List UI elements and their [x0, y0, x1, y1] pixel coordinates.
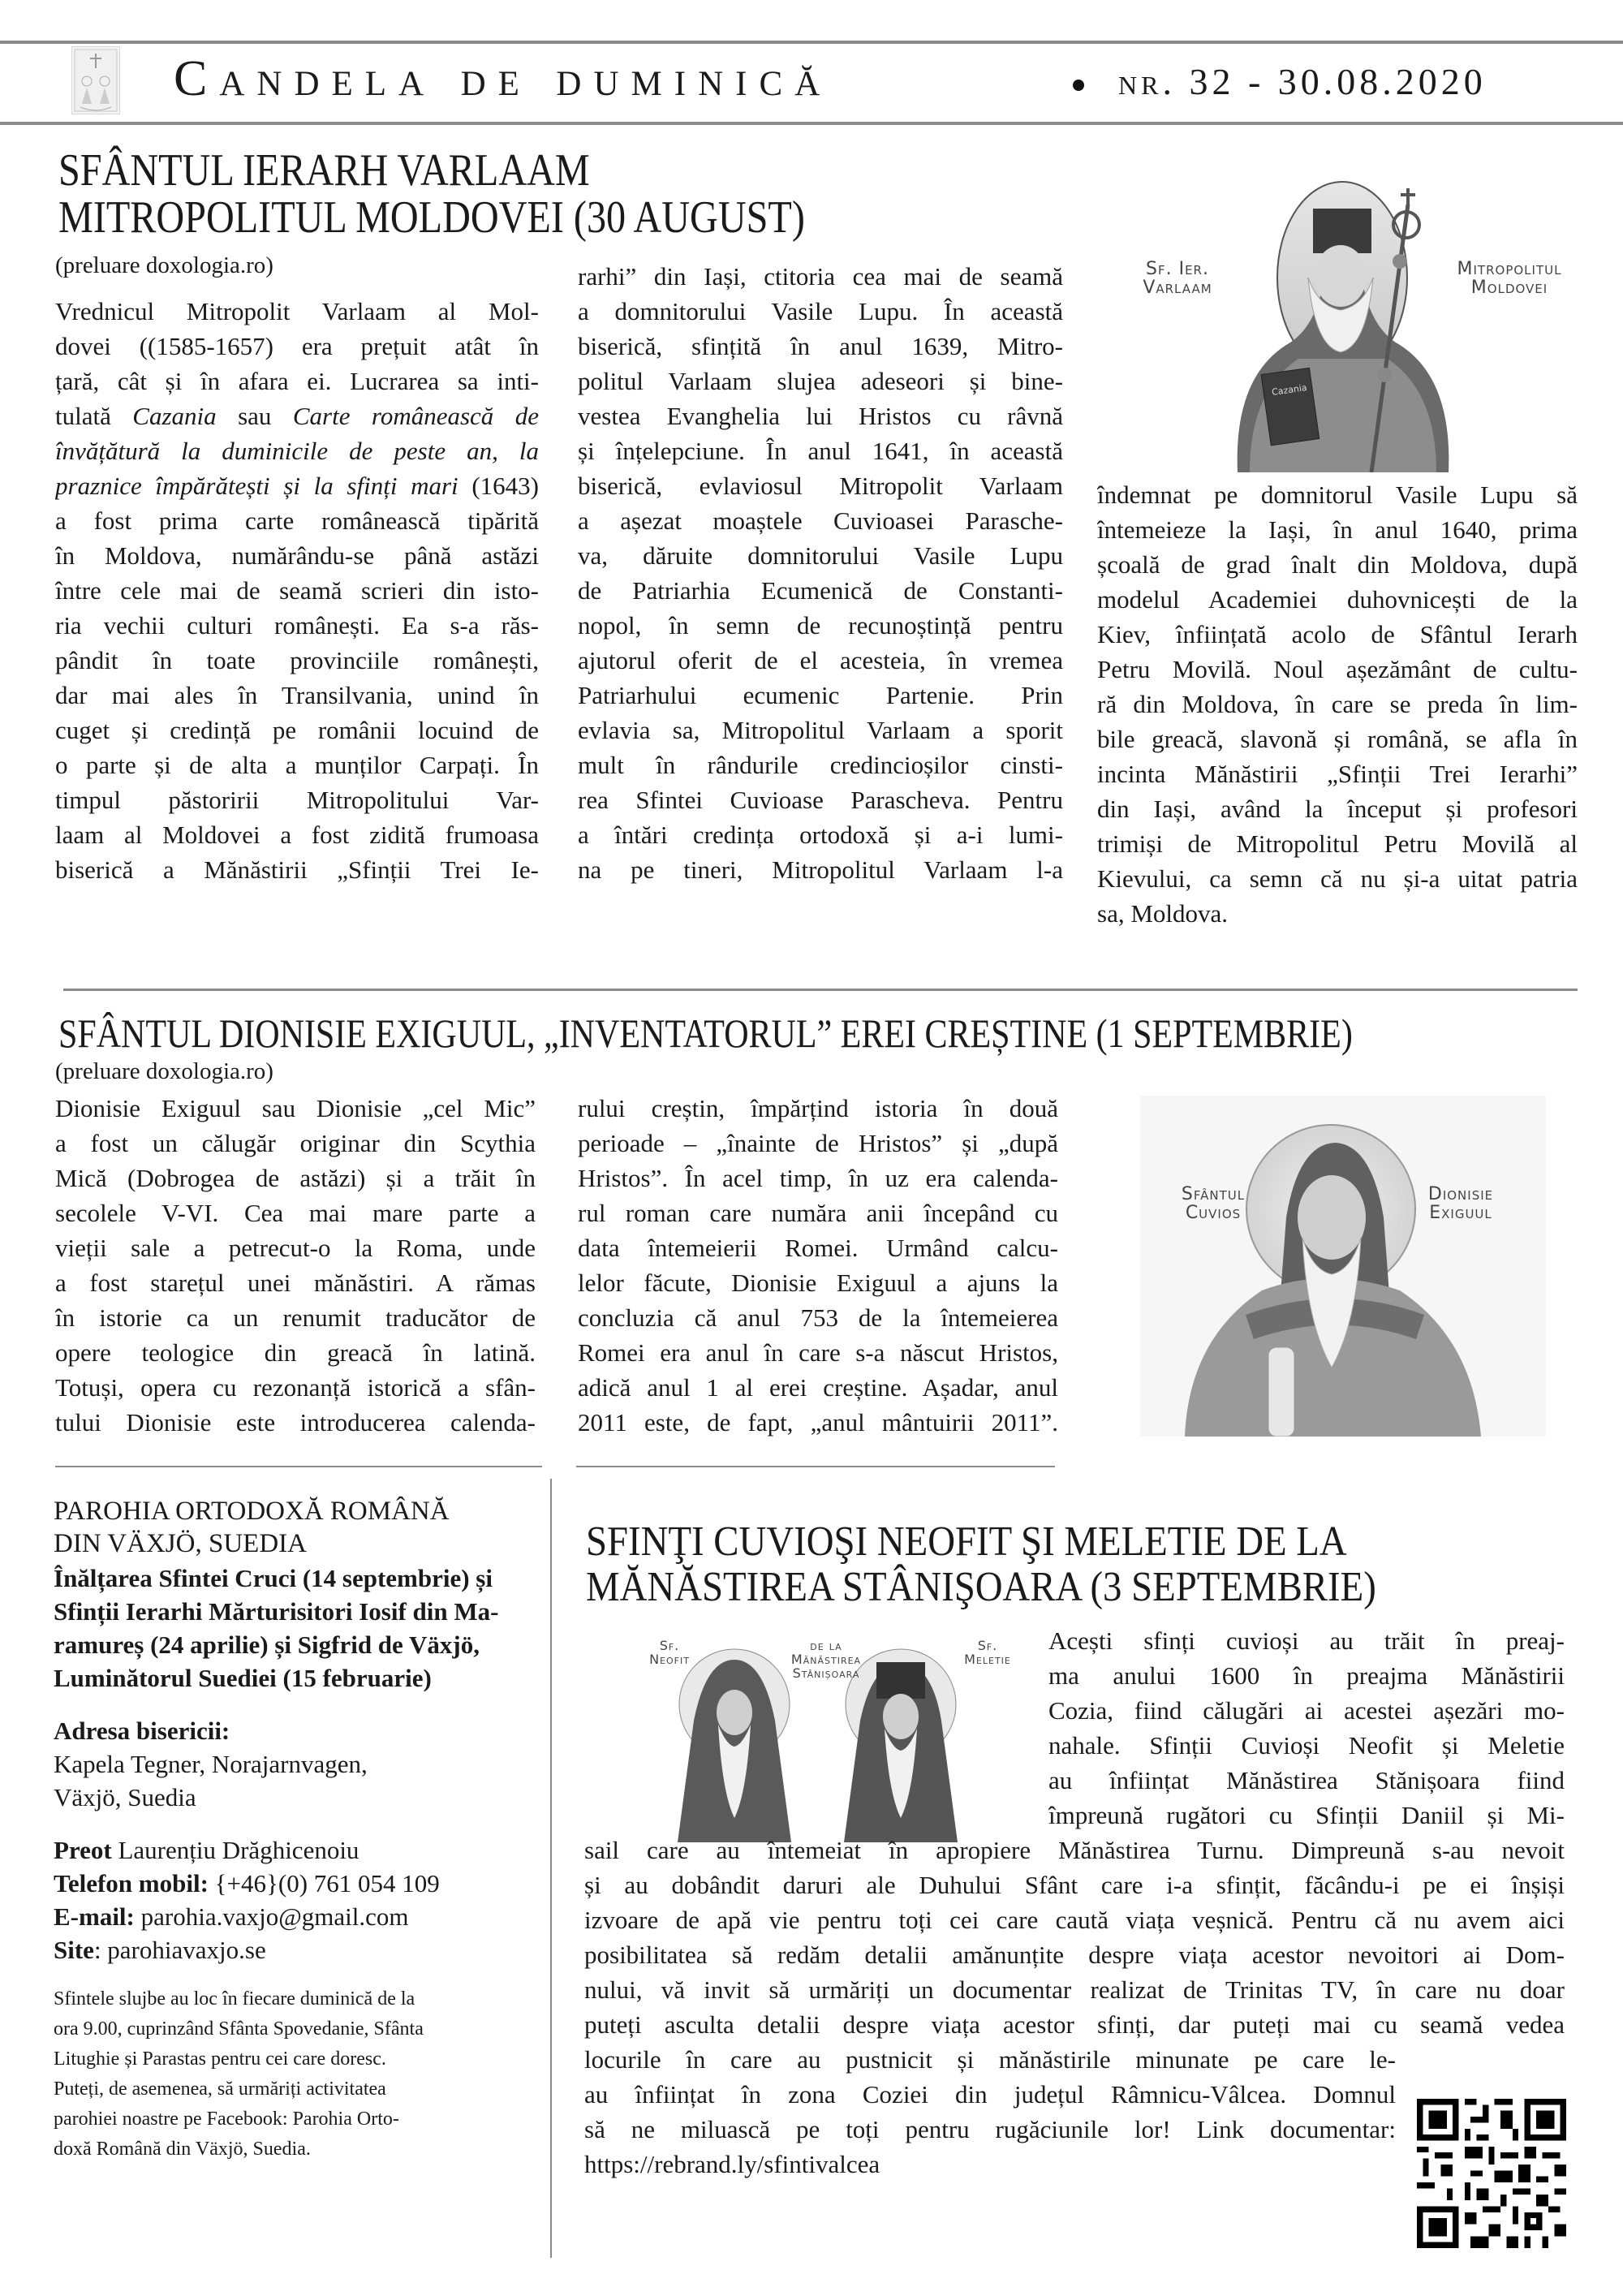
text-line: au înființat în zona Coziei din județul Râmnicu-Vâlcea. Domnul	[584, 2080, 1396, 2109]
text-line: Kiev, înființată acolo de Sfântul Ierarh	[1097, 620, 1578, 648]
text-line: nului, vă invit să urmăriți un documentar realizat de Trinitas TV, în care nu doar	[584, 1975, 1565, 2004]
text-line: sa, Moldova.	[1097, 899, 1229, 928]
icon-label-right: Mitropolitul Moldovei	[1457, 259, 1562, 299]
parish-info-box	[54, 1495, 540, 2165]
text-line: na pe tineri, Mitropolitul Varlaam l-a	[578, 855, 1063, 884]
text-line: au înființat Mănăstirea Stănișoara fiind	[1048, 1766, 1565, 1794]
article1-column-1	[55, 294, 539, 887]
text-line: ma anului 1600 în preajma Mănăstirii	[1048, 1661, 1565, 1690]
saint-dionisie-icon	[1140, 1096, 1546, 1437]
svg-text:Cazania: Cazania	[1271, 381, 1308, 398]
text-line: biserică, sfințită în anul 1639, Mitro-	[578, 332, 1063, 360]
text-line: rul roman care număra anii începând cu	[578, 1199, 1058, 1227]
text-line: a fost starețul unei mănăstiri. A rămas	[55, 1269, 536, 1297]
text-line: Totuși, opera cu rezonanță istorică a sfân-	[55, 1373, 536, 1402]
text-line: 2011 este, de fapt, „anul mântuirii 2011”.	[578, 1408, 1058, 1437]
text-line: modelul Academiei duhovnicești de la	[1097, 585, 1578, 614]
parish-patrons: Înălțarea Sfintei Cruci (14 septembrie) și Sfinții Ierarhi Mărturisitori Iosif din Ma- ramureș (24 aprilie) și Sigfrid de Växjö, Luminătorul Suediei (15 februarie)	[54, 1564, 499, 1692]
text-line: școală de grad înalt din Moldova, după	[1097, 550, 1578, 579]
text-line: cuget și credință pe românii locuind de	[55, 716, 539, 744]
text-line: locurile în care au pustnicit și mănăstirile minunate pe care le-	[584, 2045, 1396, 2074]
text-line: secolele V-VI. Cea mai mare parte a	[55, 1199, 536, 1227]
text-line: țară, cât și în afara ei. Lucrarea sa inti-	[55, 367, 539, 395]
text-line: a așezat moaștele Cuvioasei Parasche-	[578, 506, 1063, 535]
article2-column-2	[578, 1091, 1058, 1440]
church-crest-icon	[71, 46, 120, 114]
text-line: pândit în toate provinciile românești,	[55, 646, 539, 674]
text-line: incinta Mănăstirii „Sfinții Trei Ierarhi”	[1097, 760, 1578, 788]
text-line: lelor făcute, Dionisie Exiguul a ajuns la	[578, 1269, 1058, 1297]
text-line: opere teologice din greacă în latină.	[55, 1338, 536, 1367]
text-line: între cele mai de seamă scrieri din isto-	[55, 576, 539, 605]
parish-services: Sfintele slujbe au loc în fiecare duminică de la ora 9.00, cuprinzând Sfânta Spovedanie, Sfânta Litughie și Parastas pentru cei care doresc. Puteți, de asemenea, să urmăriți activitatea parohiei noastre pe Facebook: Parohia Orto- doxă Română din Växjö, Suedia.	[54, 1988, 424, 2160]
text-line: politul Varlaam slujea adeseori și bine-	[578, 367, 1063, 395]
text-line: va, dăruite domnitorului Vasile Lupu	[578, 541, 1063, 570]
text-line: rului creștin, împărțind istoria în două	[578, 1094, 1058, 1122]
text-line-italic-mix: praznice împărătești și la sfinți mari (1643)	[55, 472, 539, 500]
text-line: Hristos”. În acel timp, în uz era calenda-	[578, 1164, 1058, 1192]
article3-side-text	[1048, 1623, 1565, 1833]
section-divider	[63, 989, 1578, 991]
text-line: biserică, evlaviosul Mitropolit Varlaam	[578, 472, 1063, 500]
text-line: puteți asculta detalii despre viața acestor sfinți, dar puteți mai cu seamă vedea	[584, 2010, 1565, 2039]
parish-name-line2: DIN VÄXJÖ, SUEDIA	[54, 1529, 307, 1558]
text-line: biserică a Mănăstirii „Sfinții Trei Ie-	[55, 855, 539, 884]
email-link[interactable]: parohia.vaxjo@gmail.com	[134, 1902, 409, 1931]
text-line: adică anul 1 al erei creștine. Așadar, anul	[578, 1373, 1058, 1402]
text-line: nahale. Sfinții Cuvioși Neofit și Meletie	[1048, 1731, 1565, 1760]
article1-credit: (preluare doxologia.ro)	[55, 252, 273, 278]
text-line-italic: învățătură la duminicile de peste an, la	[55, 437, 539, 465]
text-line: posibilitatea să redăm detalii amănunțite despre viața acestor nevoitori ai Dom-	[584, 1941, 1565, 1969]
section-divider-right	[576, 1466, 1055, 1467]
bullet-separator	[1073, 80, 1084, 91]
text-line: și înțelepciune. În anul 1641, în această	[578, 437, 1063, 465]
text-line: îndemnat pe domnitorul Vasile Lupu să	[1097, 480, 1578, 509]
icon-label-center: de la Mănăstirea Stânișoara	[790, 1638, 862, 1681]
section-divider-left	[55, 1466, 542, 1467]
article1-column-2	[578, 259, 1063, 887]
article3-title-line2: MĂNĂSTIREA STÂNIŞOARA (3 SEPTEMBRIE)	[586, 1564, 1376, 1610]
icon-label-left: Sfântul Cuvios	[1181, 1184, 1246, 1224]
issue-number-date: nr. 32 - 30.08.2020	[1118, 61, 1487, 102]
text-line-italic-mix: tulată Cazania sau Carte românească de	[55, 402, 539, 430]
text-line: concluzia că anul 753 de la întemeierea	[578, 1303, 1058, 1332]
text-line: timpul păstoririi Mitropolitului Var-	[55, 786, 539, 814]
qr-code-icon[interactable]	[1417, 2099, 1566, 2248]
text-line: Petru Movilă. Noul așezământ de cultu-	[1097, 655, 1578, 683]
text-line: rarhi” din Iași, ctitoria cea mai de seamă	[578, 262, 1063, 291]
text-line: Mică (Dobrogea de astăzi) și a trăit în	[55, 1164, 536, 1192]
text-line: dovei ((1585-1657) era prețuit atât în	[55, 332, 539, 360]
text-line: vestea Evanghelia lui Hristos cu râvnă	[578, 402, 1063, 430]
parish-address: Adresa bisericii: Kapela Tegner, Norajarnvagen, Växjö, Suedia	[54, 1717, 368, 1811]
text-line: laam al Moldovei a fost zidită frumoasa	[55, 821, 539, 849]
saints-neofit-meletie-icon	[641, 1623, 1014, 1842]
text-line: ajutorul oferit de el acesteia, în vremea	[578, 646, 1063, 674]
text-line: Cozia, fiind călugări ai acestei așezări mo-	[1048, 1696, 1565, 1725]
vertical-column-divider	[550, 1479, 552, 2258]
article2-credit: (preluare doxologia.ro)	[55, 1058, 273, 1084]
article2-title: SFÂNTUL DIONISIE EXIGUUL, „INVENTATORUL” EREI CREȘTINE (1 SEPTEMBRIE)	[58, 1010, 1353, 1056]
text-line: Vrednicul Mitropolit Varlaam al Mol-	[55, 297, 539, 325]
text-line: Acești sfinți cuvioși au trăit în preaj-	[1048, 1626, 1565, 1655]
text-line: trimiși de Mitropolitul Petru Movilă al	[1097, 829, 1578, 858]
text-line: a fost un călugăr originar din Scythia	[55, 1129, 536, 1157]
saint-varlaam-icon	[1128, 172, 1566, 472]
priest-line: Preot Laurențiu Drăghicenoiu	[54, 1836, 359, 1864]
article1-column-3	[1097, 477, 1578, 931]
article3-title-line1: SFINŢI CUVIOŞI NEOFIT ŞI MELETIE DE LA	[586, 1518, 1347, 1565]
text-line: a domnitorului Vasile Lupu. În această	[578, 297, 1063, 325]
documentary-link[interactable]: https://rebrand.ly/sfintivalcea	[584, 2150, 880, 2178]
text-line: perioade – „înainte de Hristos” și „după	[578, 1129, 1058, 1157]
text-line: rea Sfintei Cuvioase Parascheva. Pentru	[578, 786, 1063, 814]
text-line: Dionisie Exiguul sau Dionisie „cel Mic”	[55, 1094, 536, 1122]
article1-title-line1: SFÂNTUL IERARH VARLAAM	[58, 145, 590, 196]
text-line: de Patriarhia Ecumenică de Constanti-	[578, 576, 1063, 605]
text-line: evlavia sa, Mitropolitul Varlaam a sporit	[578, 716, 1063, 744]
site-link[interactable]: : parohiavaxjo.se	[93, 1936, 266, 1964]
text-line: bile greacă, slavonă și română, se afla în	[1097, 725, 1578, 753]
icon-label-right: Sf. Meletie	[964, 1638, 1011, 1667]
text-line: în Moldova, numărându-se până astăzi	[55, 541, 539, 570]
text-line: dar mai ales în Transilvania, unind în	[55, 681, 539, 709]
text-line: data întemeierii Romei. Urmând calcu-	[578, 1234, 1058, 1262]
parish-name-line1: PAROHIA ORTODOXĂ ROMÂNĂ	[54, 1497, 450, 1526]
site-line: Site: parohiavaxjo.se	[54, 1936, 266, 1964]
article3-full-text	[584, 1833, 1565, 2042]
text-line: întemeieze la Iași, în anul 1640, prima	[1097, 515, 1578, 544]
text-line: și au dobândit daruri ale Duhului Sfânt care i-a sfințit, făcându-i pe ei înșiși	[584, 1871, 1565, 1899]
text-line: izvoare de apă vie pentru toți cei care caută viața veșnică. Pentru că nu avem aici	[584, 1906, 1565, 1934]
text-line: din Iași, având la început și profesori	[1097, 795, 1578, 823]
text-line: vieții sale a petrecut-o la Roma, unde	[55, 1234, 536, 1262]
text-line: ră din Moldova, în care se preda în lim-	[1097, 690, 1578, 718]
icon-label-left: Sf. Neofit	[649, 1638, 690, 1667]
text-line: tului Dionisie este introducerea calenda-	[55, 1408, 536, 1437]
text-line: sail care au întemeiat în apropiere Mănăstirea Turnu. Dimpreună s-au nevoit	[584, 1836, 1565, 1864]
text-line: nopol, în semn de recunoștință pentru	[578, 611, 1063, 640]
icon-label-right: Dionisie Exiguul	[1427, 1184, 1494, 1224]
text-line: mult în rândurile credincioșilor cinsti-	[578, 751, 1063, 779]
email-line: E-mail: parohia.vaxjo@gmail.com	[54, 1902, 409, 1931]
text-line: să ne miluască pe toți pentru rugăciunile lor! Link documentar:	[584, 2115, 1396, 2143]
text-line: a întări credința ortodoxă și a-i lumi-	[578, 821, 1063, 849]
text-line: a fost prima carte românească tipărită	[55, 506, 539, 535]
text-line: o parte și de alta a munților Carpați. În	[55, 751, 539, 779]
text-line: ria vechii culturi românești. Ea s-a răs-	[55, 611, 539, 640]
icon-label-left: Sf. Ier. Varlaam	[1143, 259, 1212, 299]
article1-title-line2: MITROPOLITUL MOLDOVEI (30 AUGUST)	[58, 192, 805, 243]
parish-contacts	[54, 1833, 540, 1966]
phone-line: Telefon mobil: {+46}(0) 761 054 109	[54, 1869, 440, 1898]
article2-column-1	[55, 1091, 536, 1440]
masthead-bottom-rule	[0, 122, 1623, 125]
newsletter-title: Candela de duminică	[174, 51, 833, 106]
text-line: Patriarhului ecumenic Partenie. Prin	[578, 681, 1063, 709]
masthead-top-rule	[0, 41, 1623, 44]
article3-qr-text	[584, 2042, 1396, 2182]
text-line: Kievului, ca semn că nu și-a uitat patria	[1097, 864, 1578, 893]
text-line: împreună rugători cu Sfinții Daniil și Mi-	[1048, 1801, 1565, 1829]
text-line: Romei era anul în care s-a născut Hristos,	[578, 1338, 1058, 1367]
text-line: în istorie ca un renumit traducător de	[55, 1303, 536, 1332]
